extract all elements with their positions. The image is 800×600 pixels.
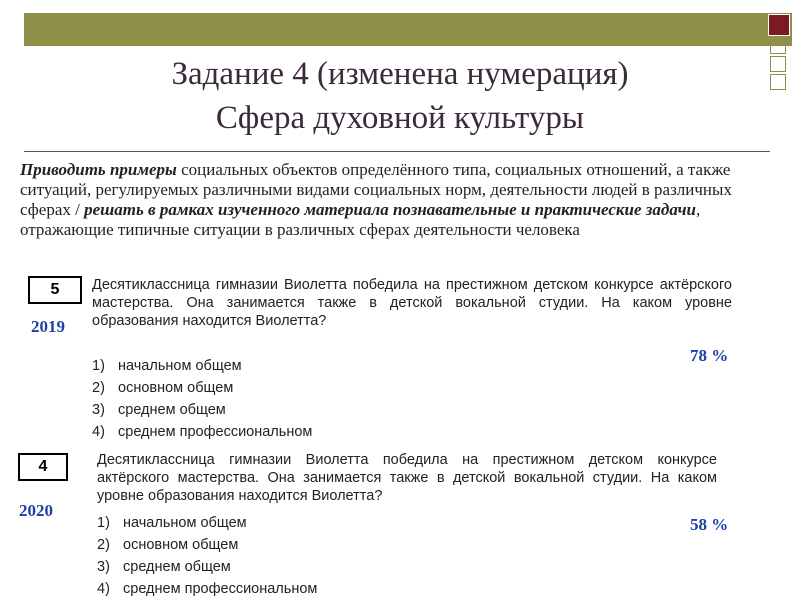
option-number: 3) [97, 559, 110, 575]
header-bar [23, 12, 793, 47]
task-number-2020: 4 [18, 453, 68, 481]
option-item [92, 355, 312, 377]
option-item [92, 421, 312, 443]
option-number: 4) [92, 424, 105, 440]
title-line-2: Сфера духовной культуры [215, 100, 585, 136]
desc-text-1: социальных объектов определённого типа, социальных отношений, а также ситуаций, регулируемых различными видами социальных норм, деятельности людей в различных сферах / [20, 160, 732, 219]
option-label: среднем общем [118, 402, 226, 418]
skill-description [20, 160, 772, 240]
option-number: 2) [92, 380, 105, 396]
option-item [92, 399, 312, 421]
desc-bold-2: решать в рамках изученного материала познавательные и практические задачи [84, 200, 697, 219]
option-label: среднем общем [123, 559, 231, 575]
task-text-2019: Десятиклассница гимназии Виолетта победила на престижном детском конкурсе актёрского мастерства. Она занимается также в детской вокальной студии. На каком уровне образования находится Виолетта? [92, 277, 732, 329]
option-number: 2) [97, 537, 110, 553]
options-2019 [92, 355, 312, 443]
option-number: 1) [97, 515, 110, 531]
option-item [97, 534, 317, 556]
options-2020 [97, 512, 317, 600]
option-label: среднем профессиональном [118, 424, 313, 440]
percent-2020: 58 % [690, 515, 729, 534]
task-text-2020: Десятиклассница гимназии Виолетта победила на престижном детском конкурсе актёрского мастерства. Она занимается также в детской вокальной студии. На каком уровне образования находится Виолетта? [97, 452, 717, 504]
option-item [97, 512, 317, 534]
title-divider [24, 151, 770, 152]
desc-bold-1: Приводить примеры [20, 160, 177, 179]
header-olive-band [24, 13, 792, 46]
option-item [92, 377, 312, 399]
option-label: основном общем [118, 380, 234, 396]
year-label-2019: 2019 [31, 317, 65, 336]
option-label: среднем профессиональном [123, 581, 318, 597]
header-maroon-square [768, 14, 790, 36]
option-number: 3) [92, 402, 105, 418]
title-line-1: Задание 4 (изменена нумерация) [171, 56, 629, 92]
option-item [97, 556, 317, 578]
task-number-2019: 5 [28, 276, 82, 304]
year-label-2020: 2020 [19, 501, 53, 520]
option-label: начальном общем [123, 515, 247, 531]
percent-2019: 78 % [690, 346, 729, 365]
desc-text-2: , отражающие типичные ситуации в различных сферах деятельности человека [20, 200, 701, 239]
option-label: начальном общем [118, 358, 242, 374]
option-number: 1) [92, 358, 105, 374]
option-label: основном общем [123, 537, 239, 553]
option-number: 4) [97, 581, 110, 597]
slide-title [0, 52, 800, 140]
option-item [97, 578, 317, 600]
